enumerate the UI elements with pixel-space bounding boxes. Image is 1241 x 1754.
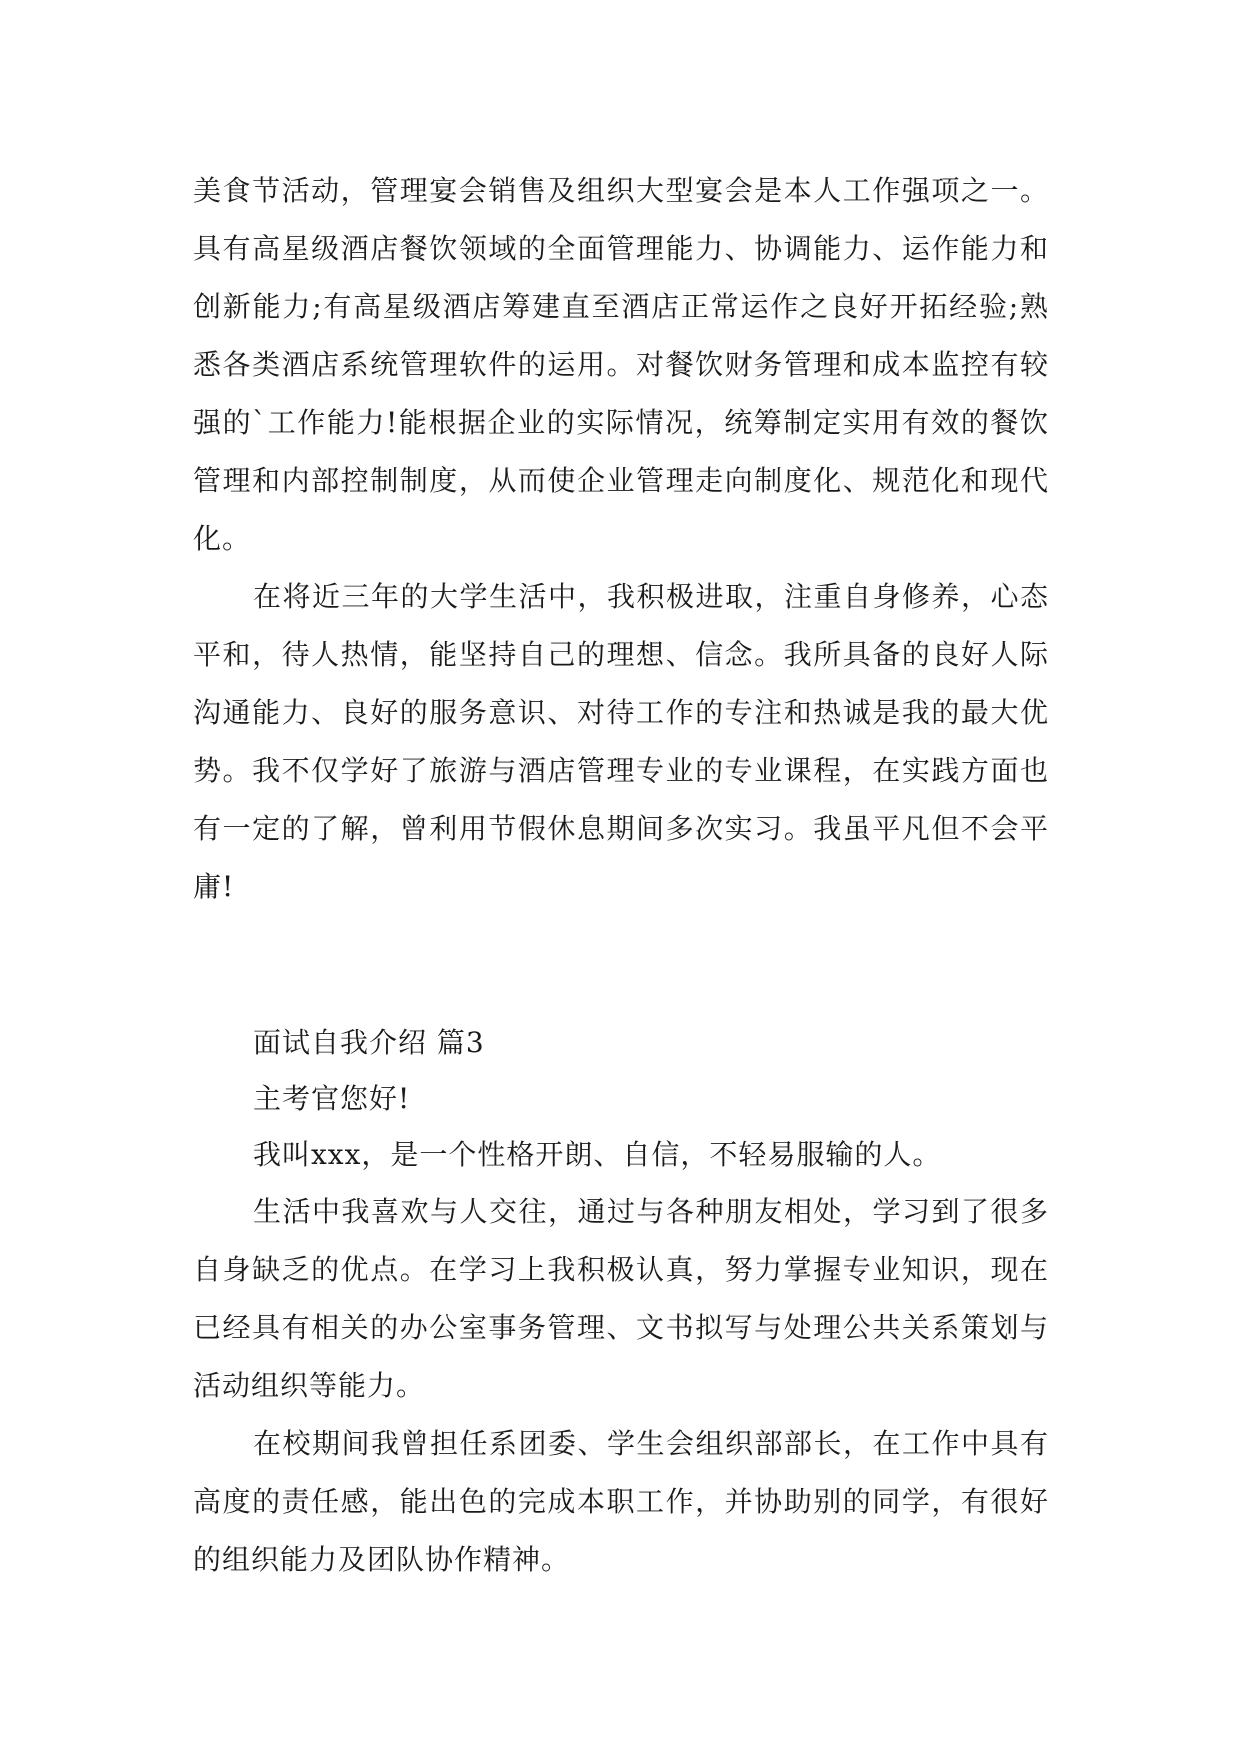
section-3-block <box>193 1015 1049 1589</box>
greeting-line: 主考官您好! <box>253 1082 411 1115</box>
paragraph-catering-experience: 美食节活动，管理宴会销售及组织大型宴会是本人工作强项之一。具有高星级酒店餐饮领域的全面管理能力、协调能力、运作能力和创新能力;有高星级酒店筹建直至酒店正常运作之良好开拓经验;熟悉各类酒店系统管理软件的运用。对餐饮财务管理和成本监控有较强的`工作能力!能根据企业的实际情况，统筹制定实用有效的餐饮管理和内部控制制度，从而使企业管理走向制度化、规范化和现代化。 <box>193 174 1049 555</box>
paragraph-social-life: 生活中我喜欢与人交往，通过与各种朋友相处，学习到了很多自身缺乏的优点。在学习上我积极认真，努力掌握专业知识，现在已经具有相关的办公室事务管理、文书拟写与处理公共关系策划与活动组织等能力。 <box>193 1195 1049 1402</box>
top-text-block <box>193 162 1049 916</box>
paragraph-campus-roles: 在校期间我曾担任系团委、学生会组织部部长，在工作中具有高度的责任感，能出色的完成本职工作，并协助别的同学，有很好的组织能力及团队协作精神。 <box>193 1427 1049 1576</box>
section-heading: 面试自我介绍 篇3 <box>253 1026 485 1059</box>
paragraph-university-life: 在将近三年的大学生活中，我积极进取，注重自身修养，心态平和，待人热情，能坚持自己的理想、信念。我所具备的良好人际沟通能力、良好的服务意识、对待工作的专注和热诚是我的最大优势。我不仅学好了旅游与酒店管理专业的专业课程，在实践方面也有一定的了解，曾利用节假休息期间多次实习。我虽平凡但不会平庸! <box>193 580 1049 903</box>
intro-line: 我叫xxx，是一个性格开朗、自信，不轻易服输的人。 <box>253 1138 942 1171</box>
